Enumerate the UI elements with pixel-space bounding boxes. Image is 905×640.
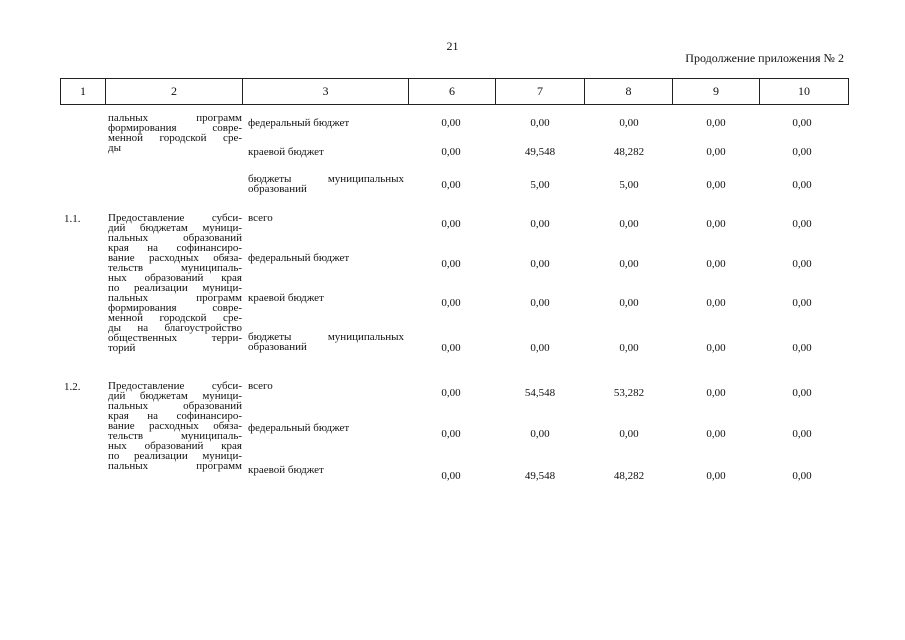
funding-source-label bbox=[248, 174, 404, 194]
measure-description bbox=[108, 113, 242, 153]
value-cell: 0,00 bbox=[706, 117, 726, 129]
funding-source-label: федеральный бюджет bbox=[248, 117, 350, 129]
value-cell: 0,00 bbox=[706, 387, 726, 399]
value-cell: 54,548 bbox=[524, 387, 556, 399]
value-cell: 0,00 bbox=[792, 387, 812, 399]
value-cell: 0,00 bbox=[441, 117, 461, 129]
value-cell: 0,00 bbox=[441, 428, 461, 440]
description-line: пальных программ bbox=[108, 112, 242, 124]
column-header: 3 bbox=[243, 79, 409, 105]
value-cell: 0,00 bbox=[619, 428, 639, 440]
column-header: 7 bbox=[496, 79, 585, 105]
column-header: 6 bbox=[409, 79, 496, 105]
value-cell: 0,00 bbox=[706, 342, 726, 354]
value-cell: 0,00 bbox=[619, 218, 639, 230]
appendix-continuation-note: Продолжение приложения № 2 bbox=[685, 51, 844, 65]
measure-description bbox=[108, 381, 242, 471]
item-number: 1.1. bbox=[64, 213, 81, 225]
value-cell: 0,00 bbox=[619, 117, 639, 129]
value-cell: 0,00 bbox=[792, 218, 812, 230]
description-line: дий бюджетам муници- bbox=[108, 222, 242, 234]
value-cell: 0,00 bbox=[441, 146, 461, 158]
description-line: края на софинансиро- bbox=[108, 242, 242, 254]
value-cell: 48,282 bbox=[613, 470, 645, 482]
value-cell: 0,00 bbox=[792, 428, 812, 440]
value-cell: 48,282 bbox=[613, 146, 645, 158]
value-cell: 0,00 bbox=[706, 428, 726, 440]
description-line: вание расходных обяза- bbox=[108, 252, 242, 264]
funding-source-label: всего bbox=[248, 380, 273, 392]
description-line: ды на благоустройство bbox=[108, 322, 242, 334]
description-line: по реализации муници- bbox=[108, 450, 242, 462]
description-line: тельств муниципаль- bbox=[108, 430, 242, 442]
value-cell: 53,282 bbox=[613, 387, 645, 399]
description-line: пальных программ bbox=[108, 292, 242, 304]
value-cell: 0,00 bbox=[706, 218, 726, 230]
value-cell: 0,00 bbox=[792, 117, 812, 129]
value-cell: 0,00 bbox=[530, 117, 550, 129]
value-cell: 0,00 bbox=[792, 146, 812, 158]
funding-source-label bbox=[248, 332, 404, 352]
description-line: края на софинансиро- bbox=[108, 410, 242, 422]
value-cell: 0,00 bbox=[706, 258, 726, 270]
label-line: образований bbox=[248, 183, 307, 195]
value-cell: 0,00 bbox=[792, 297, 812, 309]
description-line: формирования совре- bbox=[108, 302, 242, 314]
description-line: общественных терри- bbox=[108, 332, 242, 344]
description-line: дий бюджетам муници- bbox=[108, 390, 242, 402]
description-line: Предоставление субси- bbox=[108, 380, 242, 392]
description-line: торий bbox=[108, 342, 136, 354]
column-header: 1 bbox=[61, 79, 106, 105]
description-line: ды bbox=[108, 142, 121, 154]
value-cell: 0,00 bbox=[530, 297, 550, 309]
description-line: менной городской сре- bbox=[108, 312, 242, 324]
funding-source-label: всего bbox=[248, 212, 273, 224]
value-cell: 0,00 bbox=[706, 470, 726, 482]
description-line: ных образований края bbox=[108, 440, 242, 452]
description-line: менной городской сре- bbox=[108, 132, 242, 144]
description-line: по реализации муници- bbox=[108, 282, 242, 294]
value-cell: 0,00 bbox=[792, 342, 812, 354]
value-cell: 0,00 bbox=[530, 218, 550, 230]
value-cell: 0,00 bbox=[441, 387, 461, 399]
value-cell: 0,00 bbox=[706, 146, 726, 158]
description-line: пальных образований bbox=[108, 400, 242, 412]
funding-source-label: краевой бюджет bbox=[248, 464, 324, 476]
column-header: 10 bbox=[760, 79, 849, 105]
value-cell: 0,00 bbox=[530, 258, 550, 270]
funding-source-label: федеральный бюджет bbox=[248, 252, 350, 264]
item-number: 1.2. bbox=[64, 381, 81, 393]
description-line: пальных образований bbox=[108, 232, 242, 244]
value-cell: 0,00 bbox=[441, 258, 461, 270]
page-number: 21 bbox=[446, 39, 459, 53]
value-cell: 0,00 bbox=[792, 179, 812, 191]
value-cell: 0,00 bbox=[441, 470, 461, 482]
value-cell: 0,00 bbox=[441, 179, 461, 191]
funding-source-label: федеральный бюджет bbox=[248, 422, 350, 434]
description-line: вание расходных обяза- bbox=[108, 420, 242, 432]
value-cell: 0,00 bbox=[619, 342, 639, 354]
value-cell: 49,548 bbox=[524, 470, 556, 482]
label-line: образований bbox=[248, 341, 307, 353]
funding-source-label: краевой бюджет bbox=[248, 146, 324, 158]
column-header: 8 bbox=[585, 79, 673, 105]
description-line: пальных программ bbox=[108, 460, 242, 472]
value-cell: 0,00 bbox=[792, 470, 812, 482]
measure-description bbox=[108, 213, 242, 353]
value-cell: 0,00 bbox=[706, 297, 726, 309]
value-cell: 5,00 bbox=[530, 179, 550, 191]
value-cell: 49,548 bbox=[524, 146, 556, 158]
description-line: формирования совре- bbox=[108, 122, 242, 134]
value-cell: 5,00 bbox=[619, 179, 639, 191]
value-cell: 0,00 bbox=[792, 258, 812, 270]
value-cell: 0,00 bbox=[619, 258, 639, 270]
value-cell: 0,00 bbox=[441, 218, 461, 230]
description-line: тельств муниципаль- bbox=[108, 262, 242, 274]
column-header: 2 bbox=[106, 79, 243, 105]
label-line: бюджеты муниципальных bbox=[248, 173, 404, 185]
column-header-table bbox=[60, 78, 849, 105]
column-header: 9 bbox=[673, 79, 760, 105]
value-cell: 0,00 bbox=[706, 179, 726, 191]
value-cell: 0,00 bbox=[619, 297, 639, 309]
value-cell: 0,00 bbox=[530, 342, 550, 354]
value-cell: 0,00 bbox=[441, 342, 461, 354]
funding-source-label: краевой бюджет bbox=[248, 292, 324, 304]
value-cell: 0,00 bbox=[441, 297, 461, 309]
description-line: ных образований края bbox=[108, 272, 242, 284]
label-line: бюджеты муниципальных bbox=[248, 331, 404, 343]
description-line: Предоставление субси- bbox=[108, 212, 242, 224]
value-cell: 0,00 bbox=[530, 428, 550, 440]
